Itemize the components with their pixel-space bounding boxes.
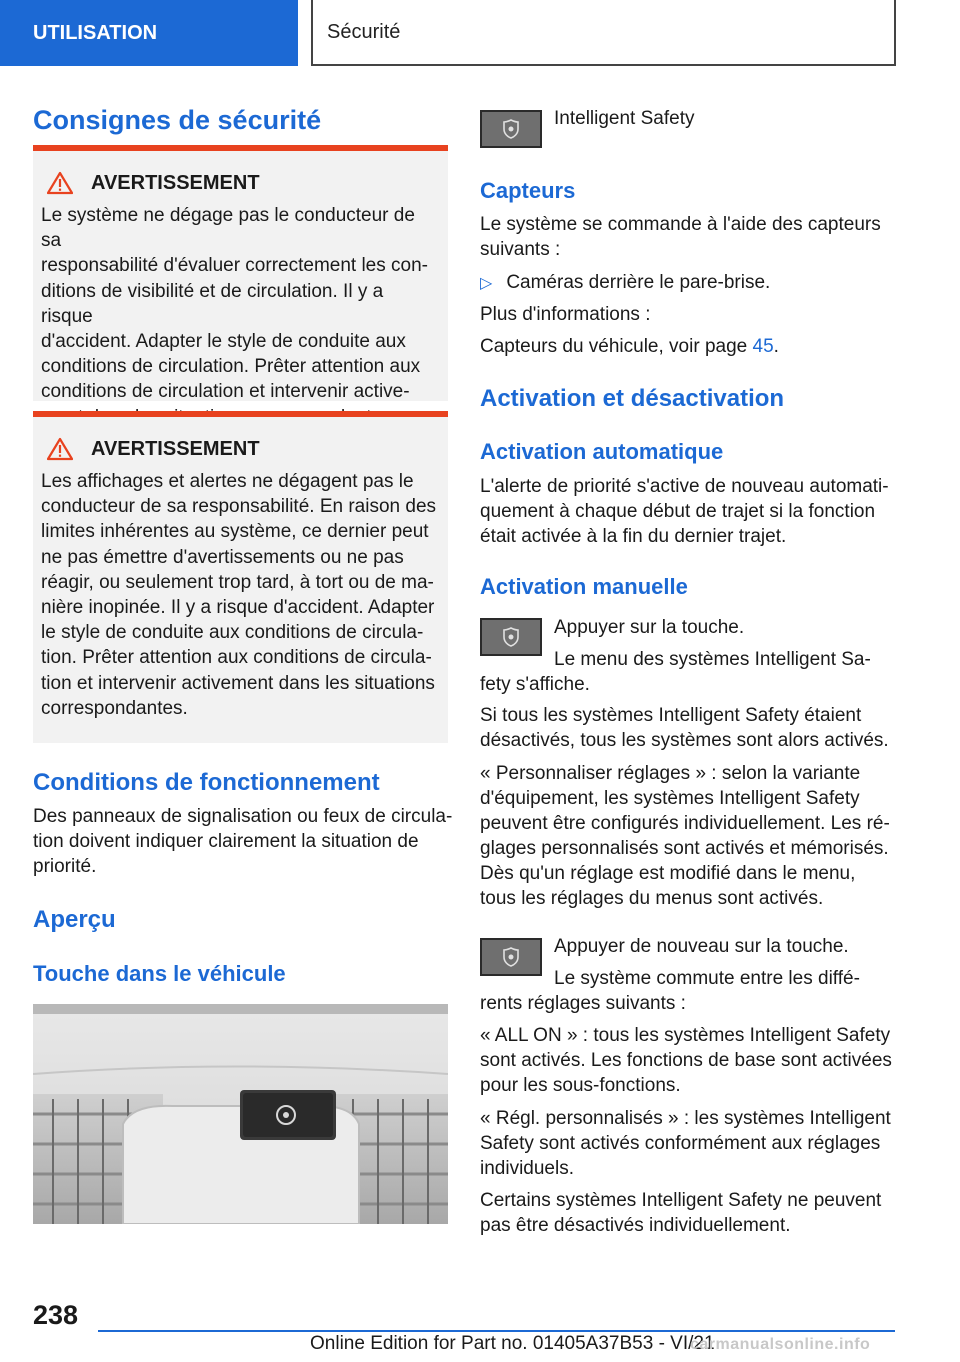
reference-label: Capteurs du véhicule, voir page xyxy=(480,336,753,357)
perso-para xyxy=(480,1106,900,1181)
text-line: Si tous les systèmes Intelligent Safety étaient xyxy=(480,705,862,726)
manual-para-1 xyxy=(480,703,900,753)
intelligent-safety-button-icon xyxy=(480,110,542,148)
warning-line: correspondantes. xyxy=(41,697,188,719)
warning-heading xyxy=(41,437,440,461)
warning-box-2 xyxy=(33,411,448,743)
chapter-title: Sécurité xyxy=(311,0,896,66)
heading-apercu: Aperçu xyxy=(33,906,116,933)
text-line: Certains systèmes Intelligent Safety ne peuvent xyxy=(480,1190,882,1211)
text-line: tous les réglages du menus sont activés. xyxy=(480,888,824,909)
warning-line: Les affichages et alertes ne dégagent pas le xyxy=(41,471,414,492)
text-line: individuels. xyxy=(480,1158,574,1179)
page-number: 238 xyxy=(33,1300,79,1330)
reference-end: . xyxy=(773,336,779,357)
warning-box-1 xyxy=(33,145,448,401)
text-line: glages personnalisés sont activés et mémorisés. xyxy=(480,838,889,859)
heading-capteurs: Capteurs xyxy=(480,178,576,203)
text-line: peuvent être configurés individuellement. Les ré- xyxy=(480,813,890,834)
warning-line: tion. Prêter attention aux conditions de circula- xyxy=(41,647,432,669)
warning-label: AVERTISSEMENT xyxy=(91,171,260,194)
text-line: suivants : xyxy=(480,239,561,260)
page-reference-link[interactable]: 45 xyxy=(752,336,774,357)
text-line: L'alerte de priorité s'active de nouveau automati- xyxy=(480,476,889,497)
text-line: priorité. xyxy=(33,856,97,877)
warning-line: conditions de circulation. Prêter attention aux xyxy=(41,356,421,378)
warning-heading xyxy=(41,171,440,195)
heading-conditions: Conditions de fonctionnement xyxy=(33,769,380,796)
step-text: fety s'affiche. xyxy=(480,674,590,695)
text-line: « ALL ON » : tous les systèmes Intelligent Safety xyxy=(480,1025,891,1046)
warning-triangle-icon xyxy=(47,171,73,195)
step-text: rents réglages suivants : xyxy=(480,993,686,1014)
auto-text xyxy=(480,474,900,549)
text-line: Des panneaux de signalisation ou feux de circula- xyxy=(33,806,453,827)
text-line: sont activés. Les fonctions de base sont activées xyxy=(480,1050,892,1071)
bullet-triangle-icon: ▷ xyxy=(480,274,493,292)
bullet-text: Caméras derrière le pare-brise. xyxy=(506,272,771,293)
footer-divider xyxy=(98,1330,895,1332)
heading-auto: Activation automatique xyxy=(480,439,724,464)
conditions-text xyxy=(33,804,453,879)
warning-line: réagir, ou seulement trop tard, à tort ou de ma- xyxy=(41,571,434,593)
text-line: Le système se commande à l'aide des capteurs xyxy=(480,214,881,235)
text-line: d'équipement, les systèmes Intelligent Safety xyxy=(480,788,860,809)
text-line: pour les sous-fonctions. xyxy=(480,1075,681,1096)
section-title-safety: Consignes de sécurité xyxy=(33,105,322,135)
step-text: Appuyer de nouveau sur la touche. xyxy=(554,936,849,957)
text-line: tion doivent indiquer clairement la situation de xyxy=(33,831,419,852)
text-line: quement à chaque début de trajet si la fonction xyxy=(480,501,876,522)
text-line: « Régl. personnalisés » : les systèmes Intelligent xyxy=(480,1108,891,1129)
intelligent-safety-button-icon xyxy=(480,938,542,976)
button-label: Intelligent Safety xyxy=(554,108,695,129)
text-line: pas être désactivés individuellement. xyxy=(480,1215,791,1236)
warning-line: nière inopinée. Il y a risque d'accident. Adapter xyxy=(41,597,435,619)
text-line: « Personnaliser réglages » : selon la variante xyxy=(480,763,861,784)
warning-line: d'accident. Adapter le style de conduite aux xyxy=(41,331,406,353)
warning-triangle-icon xyxy=(47,437,73,461)
step-text: Appuyer sur la touche. xyxy=(554,617,745,638)
warning-line: conditions de circulation et intervenir active- xyxy=(41,381,410,403)
bullet-item xyxy=(480,270,770,295)
text-line: désactivés, tous les systèmes sont alors activés. xyxy=(480,730,889,751)
warning-line: le style de conduite aux conditions de circula- xyxy=(41,622,424,644)
heading-manual: Activation manuelle xyxy=(480,574,688,599)
warning-line: ne pas émettre d'avertissements ou ne pas xyxy=(41,546,404,568)
warning-line: limites inhérentes au système, ce dernier peut xyxy=(41,521,429,543)
intelligent-safety-button-icon xyxy=(480,618,542,656)
watermark: carmanualsonline.info xyxy=(690,1336,871,1353)
allon-para xyxy=(480,1023,900,1098)
step-text: Le système commute entre les diffé- xyxy=(554,968,860,989)
reference-text xyxy=(480,334,779,359)
heading-activation: Activation et désactivation xyxy=(480,385,785,412)
capteurs-text xyxy=(480,212,900,262)
certains-para xyxy=(480,1188,900,1238)
text-line: était activée à la fin du dernier trajet. xyxy=(480,526,787,547)
warning-line: tion et intervenir activement dans les situations xyxy=(41,672,435,694)
warning-line: ditions de visibilité et de circulation. Il y a risque xyxy=(41,280,384,327)
text-line: Safety sont activés conformément aux réglages xyxy=(480,1133,881,1154)
warning-line: conducteur de sa responsabilité. En raison des xyxy=(41,496,437,518)
section-tab: UTILISATION xyxy=(0,0,298,66)
more-info-text: Plus d'informations : xyxy=(480,304,651,325)
vehicle-button-photo xyxy=(33,1004,448,1224)
warning-label: AVERTISSEMENT xyxy=(91,437,260,460)
warning-line: responsabilité d'évaluer correctement les con- xyxy=(41,255,428,277)
footer-edition: Online Edition for Part no. 01405A37B53 - VI/21 xyxy=(310,1333,715,1354)
heading-touche: Touche dans le véhicule xyxy=(33,961,286,986)
text-line: Dès qu'un réglage est modifié dans le menu, xyxy=(480,863,856,884)
manual-para-2 xyxy=(480,761,900,911)
step-text: Le menu des systèmes Intelligent Sa- xyxy=(554,649,871,670)
warning-line: Le système ne dégage pas le conducteur de sa xyxy=(41,205,415,252)
